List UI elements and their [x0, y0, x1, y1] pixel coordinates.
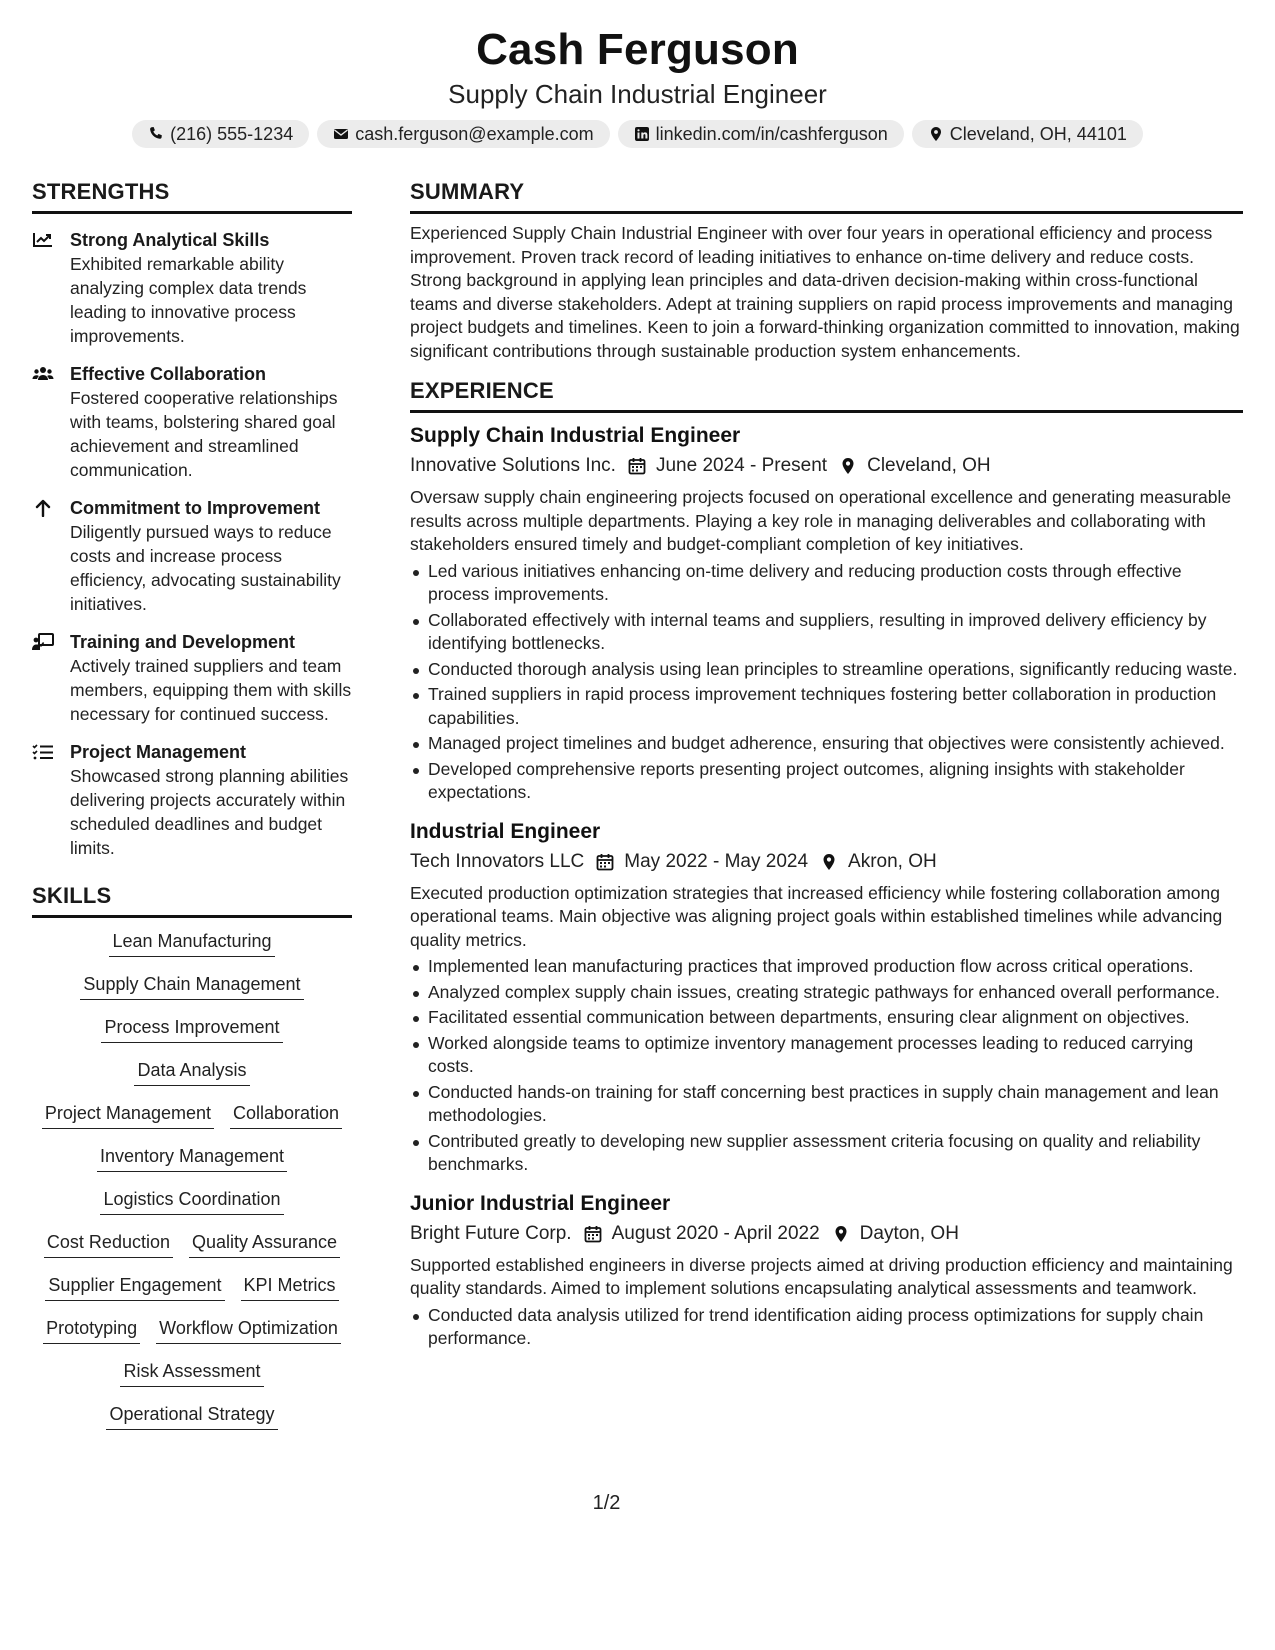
skill-tag: Lean Manufacturing	[109, 928, 274, 957]
strength-title: Commitment to Improvement	[70, 498, 321, 518]
chart-line-icon	[32, 231, 54, 249]
strength-title: Effective Collaboration	[70, 364, 267, 384]
job-title: Supply Chain Industrial Engineer	[410, 424, 741, 447]
job-dates: May 2022 - May 2024	[624, 850, 809, 872]
skill-tag: Quality Assurance	[189, 1229, 340, 1258]
strength-title: Project Management	[70, 742, 247, 762]
contact-email[interactable]	[317, 120, 609, 148]
contact-bar	[0, 120, 1275, 148]
bullet-item: Analyzed complex supply chain issues, creating strategic pathways for enhanced overall performance.	[410, 981, 1243, 1005]
bullet-item: Developed comprehensive reports presenting project outcomes, aligning insights with stakeholder expectations.	[410, 758, 1243, 805]
job-company: Bright Future Corp.	[410, 1222, 572, 1244]
skill-tag: Project Management	[42, 1100, 214, 1129]
job-company: Innovative Solutions Inc.	[410, 455, 616, 476]
arrow-up-icon	[32, 499, 54, 517]
resume-header	[0, 0, 1275, 148]
strength-item	[32, 630, 352, 726]
summary-heading: SUMMARY	[410, 178, 1243, 214]
bullet-item: Managed project timelines and budget adherence, ensuring that objectives were consistently achieved.	[410, 732, 1243, 756]
job-bullets	[410, 955, 1243, 1177]
calendar-icon	[628, 457, 646, 475]
contact-phone[interactable]	[132, 120, 309, 148]
job-location: Dayton, OH	[859, 1222, 959, 1244]
job-meta	[410, 848, 1243, 876]
skill-tag: Supply Chain Management	[80, 971, 303, 1000]
strength-desc: Fostered cooperative relationships with teams, bolstering shared goal achievement and streamlined communication.	[70, 388, 338, 480]
strength-item	[32, 496, 352, 616]
list-check-icon	[32, 743, 54, 761]
bullet-item: Worked alongside teams to optimize inventory management processes leading to reduced carrying costs.	[410, 1032, 1243, 1079]
strengths-heading: STRENGTHS	[32, 178, 352, 214]
job-description: Executed production optimization strategies that increased efficiency while fostering collaboration among operational teams. Main objective was aligning project goals within established timelines while advancing quality metrics.	[410, 882, 1223, 950]
skill-tag: Prototyping	[43, 1315, 140, 1344]
job-meta	[410, 452, 1243, 480]
left-column	[32, 178, 352, 1444]
bullet-item: Conducted data analysis utilized for trend identification aiding process optimizations for supply chain performance.	[410, 1304, 1243, 1351]
bullet-item: Collaborated effectively with internal teams and suppliers, resulting in improved delivery efficiency by identifying bottlenecks.	[410, 609, 1243, 656]
phone-icon	[148, 126, 164, 142]
skill-tag: KPI Metrics	[241, 1272, 339, 1301]
skills-heading: SKILLS	[32, 882, 352, 918]
job-entry	[410, 819, 1243, 1177]
calendar-icon	[584, 1225, 602, 1243]
strength-title: Training and Development	[70, 632, 296, 652]
strength-desc: Exhibited remarkable ability analyzing complex data trends leading to innovative process improvements.	[70, 254, 307, 346]
phone-text: (216) 555-1234	[170, 123, 294, 144]
linkedin-text: linkedin.com/in/cashferguson	[655, 123, 888, 144]
job-description: Oversaw supply chain engineering projects focused on operational excellence and generating measurable results across multiple departments. Playing a key role in managing deliverables and collaborating with stakeholders ensured timely and budget-compliant completion of key initiatives.	[410, 487, 1232, 554]
summary-text: Experienced Supply Chain Industrial Engineer with over four years in operational efficiency and process improvement. Proven track record of leading initiatives to enhance on-time delivery and reduce costs. Strong background in applying lean principles and data-driven decision-making within cross-functional teams and diverse stakeholders. Adept at training suppliers on rapid process improvements and managing project budgets and timelines. Keen to join a forward-thinking organization committed to innovation, making significant contributions through sustainable production system enhancements.	[410, 223, 1240, 361]
candidate-title: Supply Chain Industrial Engineer	[448, 79, 827, 109]
skill-tag: Process Improvement	[101, 1014, 282, 1043]
calendar-icon	[596, 853, 614, 871]
strength-item	[32, 362, 352, 482]
map-pin-icon	[820, 853, 838, 871]
bullet-item: Conducted hands-on training for staff concerning best practices in supply chain management and lean methodologies.	[410, 1081, 1243, 1128]
linkedin-icon	[634, 126, 650, 142]
skill-tag: Risk Assessment	[120, 1358, 263, 1387]
job-entry	[410, 423, 1243, 805]
job-bullets	[410, 560, 1243, 805]
strength-title: Strong Analytical Skills	[70, 230, 270, 250]
bullet-item: Contributed greatly to developing new supplier assessment criteria focusing on quality and reliability benchmarks.	[410, 1130, 1243, 1177]
map-pin-icon	[928, 126, 944, 142]
envelope-icon	[333, 126, 349, 142]
chalkboard-teacher-icon	[32, 633, 54, 651]
job-entry	[410, 1191, 1243, 1351]
location-text: Cleveland, OH, 44101	[949, 123, 1127, 144]
skill-tag: Inventory Management	[97, 1143, 287, 1172]
bullet-item: Implemented lean manufacturing practices that improved production flow across critical operations.	[410, 955, 1243, 979]
bullet-item: Facilitated essential communication between departments, ensuring clear alignment on objectives.	[410, 1006, 1243, 1030]
job-company: Tech Innovators LLC	[410, 850, 585, 872]
contact-location[interactable]	[912, 120, 1143, 148]
users-icon	[32, 365, 54, 383]
job-title: Industrial Engineer	[410, 819, 601, 843]
job-title: Junior Industrial Engineer	[410, 1191, 671, 1215]
strength-desc: Actively trained suppliers and team members, equipping them with skills necessary for continued success.	[70, 656, 352, 724]
skill-tag: Collaboration	[230, 1100, 342, 1129]
bullet-item: Trained suppliers in rapid process improvement techniques fostering better collaboration in production capabilities.	[410, 683, 1243, 730]
skill-tag: Data Analysis	[134, 1057, 249, 1086]
right-column	[410, 178, 1243, 1444]
job-location: Cleveland, OH	[867, 455, 991, 476]
map-pin-icon	[832, 1225, 850, 1243]
experience-heading: EXPERIENCE	[410, 377, 1243, 413]
candidate-name: Cash Ferguson	[476, 25, 799, 74]
contact-linkedin[interactable]	[618, 120, 904, 148]
skill-tag: Cost Reduction	[44, 1229, 173, 1258]
map-pin-icon	[839, 457, 857, 475]
job-dates: June 2024 - Present	[655, 455, 828, 476]
skill-tag: Logistics Coordination	[100, 1186, 283, 1215]
job-meta	[410, 1220, 1243, 1248]
resume-body	[32, 178, 1243, 1444]
email-text: cash.ferguson@example.com	[355, 123, 594, 144]
bullet-item: Led various initiatives enhancing on-time delivery and reducing production costs through effective process improvements.	[410, 560, 1243, 607]
strength-item	[32, 740, 352, 860]
skill-tag: Workflow Optimization	[156, 1315, 341, 1344]
job-location: Akron, OH	[848, 850, 937, 872]
page-number: 1/2	[592, 1492, 621, 1514]
skill-tag: Operational Strategy	[106, 1401, 277, 1430]
bullet-item: Conducted thorough analysis using lean principles to streamline operations, significantly reducing waste.	[410, 658, 1243, 682]
skill-tag: Supplier Engagement	[45, 1272, 224, 1301]
strength-item	[32, 228, 352, 348]
skills-list	[32, 918, 352, 1444]
strength-desc: Showcased strong planning abilities delivering projects accurately within scheduled deadlines and budget limits.	[70, 766, 349, 858]
job-description: Supported established engineers in diverse projects aimed at driving production efficiency and maintaining quality standards. Aimed to implement solutions encapsulating analytical assessments and teamwork.	[410, 1254, 1233, 1298]
job-dates: August 2020 - April 2022	[611, 1222, 820, 1244]
strength-desc: Diligently pursued ways to reduce costs and increase process efficiency, advocating sustainability initiatives.	[70, 522, 341, 614]
job-bullets	[410, 1304, 1243, 1351]
